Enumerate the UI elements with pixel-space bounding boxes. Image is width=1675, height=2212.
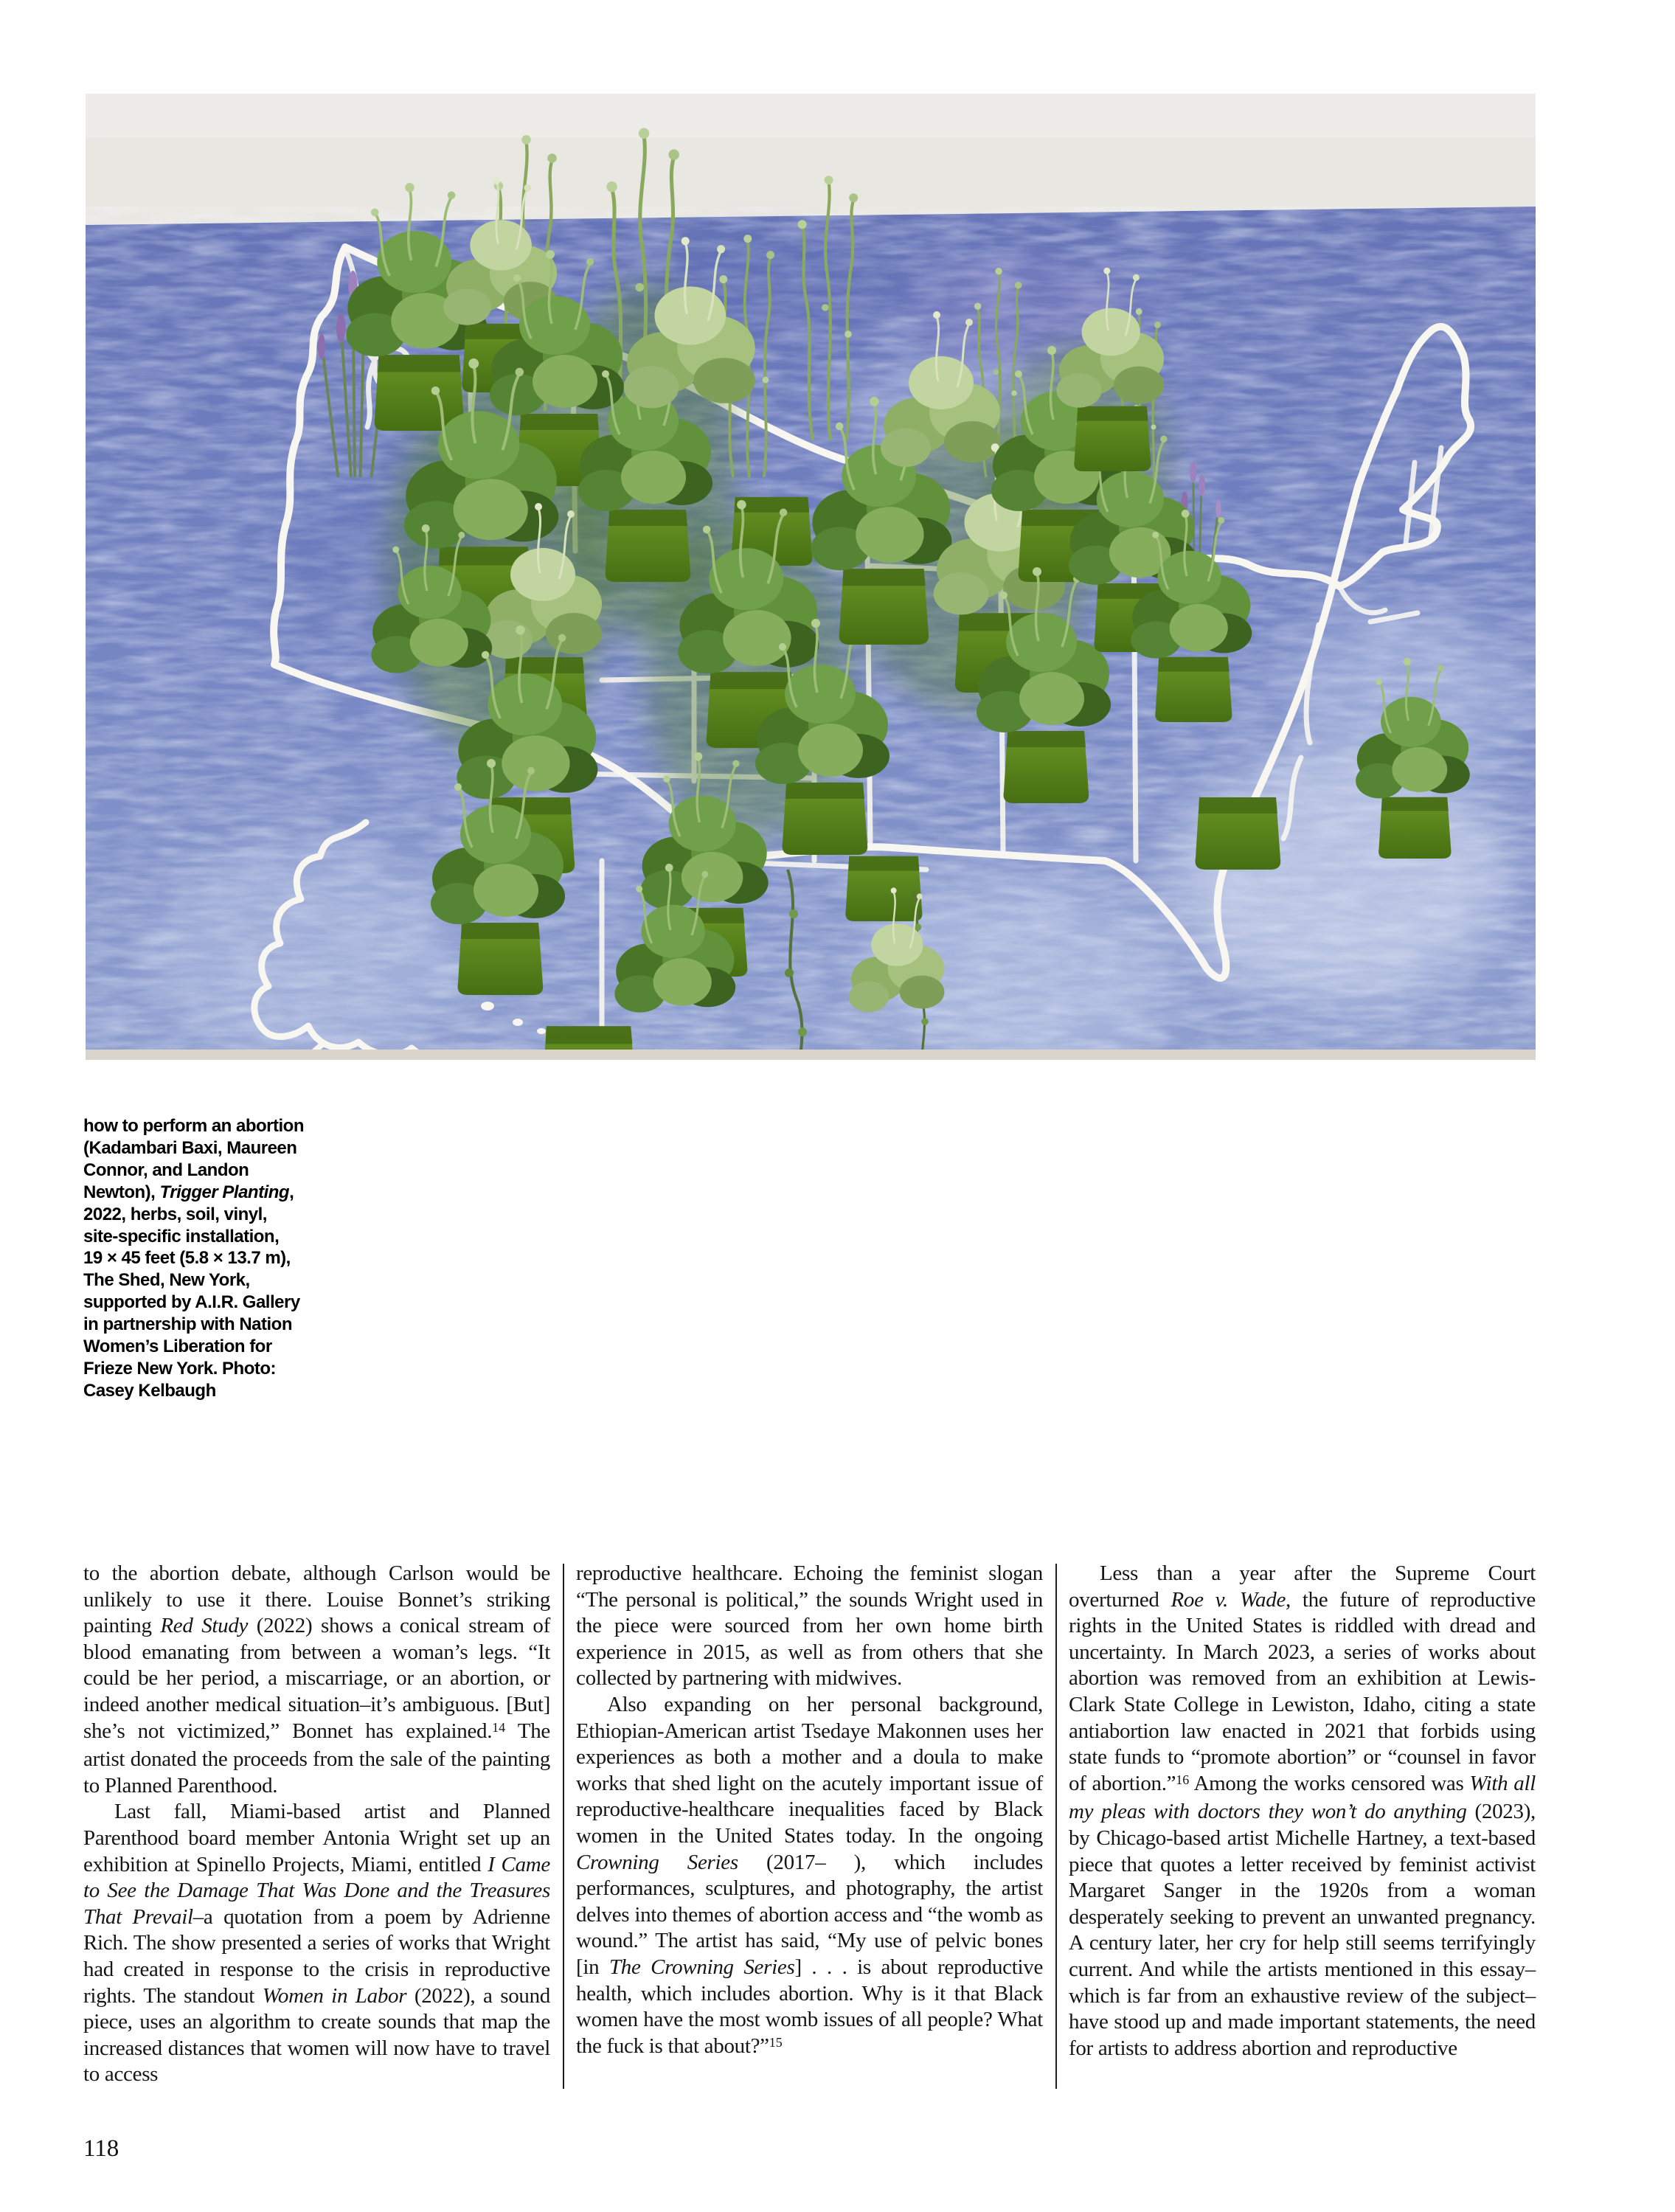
text-run: Last fall, Miami-based artist and Planned Parenthood board member Antonia Wright set up an exhibition at Spinello Projects, Miami, entitled bbox=[83, 1800, 550, 1876]
caption-line bbox=[83, 1204, 327, 1226]
caption-line bbox=[83, 1137, 327, 1159]
text-run: –a quotation from a poem by Adrienne Rich. The show presented a series of works that Wright had created in response to the crisis in reproductive rights. The standout bbox=[83, 1904, 550, 2008]
text-run: 19 × 45 feet (5.8 × 13.7 m), bbox=[83, 1248, 291, 1269]
body-paragraph bbox=[83, 1561, 550, 1799]
footnote-marker: 16 bbox=[1176, 1772, 1190, 1788]
text-run: (Kadambari Baxi, Maureen bbox=[83, 1137, 297, 1158]
text-run: in partnership with Nation bbox=[83, 1314, 293, 1335]
text-run: Connor, and Landon bbox=[83, 1159, 249, 1180]
caption-line bbox=[83, 1182, 327, 1204]
footnote-marker: 15 bbox=[769, 2035, 783, 2050]
body-paragraph bbox=[576, 1692, 1043, 2062]
caption-line bbox=[83, 1380, 327, 1402]
text-run: Frieze New York. Photo: bbox=[83, 1358, 276, 1379]
column-divider-2 bbox=[1055, 1564, 1057, 2089]
text-run: The artist donated the proceeds from the sale of the painting to Planned Parenthood. bbox=[83, 1719, 550, 1797]
caption-line bbox=[83, 1247, 327, 1269]
text-column-3 bbox=[1069, 1561, 1536, 2062]
text-run: Also expanding on her personal background, Ethiopian-American artist Tsedaye Makonnen uses her experiences as both a mother and a doula to make works that shed light on the acutely important issue of reproductive-healthcare inequalities faced by Black women in the United States today. In the ongoing bbox=[576, 1692, 1043, 1848]
text-run: Among the works censored was bbox=[1189, 1771, 1470, 1795]
page-number: 118 bbox=[83, 2135, 119, 2162]
caption-line bbox=[83, 1159, 327, 1182]
image-caption bbox=[83, 1115, 327, 1402]
floor-strip bbox=[86, 1050, 1536, 1060]
caption-line bbox=[83, 1336, 327, 1358]
text-run: site-specific installation, bbox=[83, 1226, 280, 1247]
artwork-photo bbox=[86, 94, 1536, 1060]
text-column-2 bbox=[576, 1561, 1043, 2062]
text-run: reproductive healthcare. Echoing the feminist slogan “The personal is political,” the sounds Wright used in the piece were sourced from her own home birth experience in 2015, as well as from others that she collected by partnering with midwives. bbox=[576, 1561, 1043, 1691]
footnote-marker: 14 bbox=[492, 1720, 506, 1736]
caption-line bbox=[83, 1269, 327, 1292]
italic-run: Red Study bbox=[160, 1614, 249, 1638]
italic-run: Women in Labor bbox=[262, 1983, 407, 2008]
text-run: Less than a year after the Supreme Court overturned bbox=[1069, 1561, 1536, 1612]
text-run: , bbox=[289, 1182, 294, 1202]
text-run: ] . . . is about reproductive health, which includes abortion. Why is it that Black women have the most womb issues of all people? What the fuck is that about?” bbox=[576, 1955, 1044, 2058]
italic-run: Trigger Planting bbox=[159, 1182, 290, 1202]
italic-run: The Crowning Series bbox=[608, 1955, 795, 1979]
text-run: Women’s Liberation for bbox=[83, 1336, 272, 1357]
text-run: (2023), by Chicago-based artist Michelle Hartney, a text-based piece that quotes a letter received by feminist activist Margaret Sanger in the 1920s from a woman desperately seeking to prevent an unwanted pregnancy. A century later, her cry for help still seems terrifyingly current. And while the artists mentioned in this essay–which is far from an exhaustive review of the subject–have stood up and made important statements, the need for artists to address abortion and reproductive bbox=[1069, 1800, 1536, 2060]
text-run: supported by A.I.R. Gallery bbox=[83, 1292, 300, 1313]
text-run: to the abortion debate, although Carlson would be unlikely to use it there. Louise Bonnet’s striking painting bbox=[83, 1561, 550, 1638]
artwork-photo-svg bbox=[86, 94, 1536, 1060]
text-run: (2017– ), which includes performances, sculptures, and photography, the artist delves into themes of abortion access and “the womb as wound.” The artist has said, “My use of pelvic bones [in bbox=[576, 1850, 1043, 1979]
italic-run: Roe v. Wade bbox=[1171, 1587, 1286, 1612]
italic-run: I Came to See the Damage That Was Done and the Treasures That Prevail bbox=[83, 1852, 550, 1929]
caption-line bbox=[83, 1358, 327, 1380]
body-paragraph bbox=[83, 1799, 550, 2088]
column-divider-1 bbox=[563, 1564, 564, 2089]
text-column-1 bbox=[83, 1561, 550, 2088]
text-run: 2022, herbs, soil, vinyl, bbox=[83, 1204, 267, 1224]
italic-run: With all my pleas with doctors they won’t do anything bbox=[1069, 1771, 1536, 1824]
text-run: The Shed, New York, bbox=[83, 1270, 250, 1291]
caption-line bbox=[83, 1115, 327, 1137]
text-run: Casey Kelbaugh bbox=[83, 1380, 216, 1401]
body-paragraph bbox=[576, 1561, 1043, 1692]
body-paragraph bbox=[1069, 1561, 1536, 2062]
italic-run: Crowning Series bbox=[576, 1850, 738, 1874]
caption-line bbox=[83, 1226, 327, 1248]
text-run: Newton), bbox=[83, 1182, 160, 1202]
caption-line bbox=[83, 1314, 327, 1336]
text-run: how to perform an abortion bbox=[83, 1116, 304, 1136]
text-run: (2022), a sound piece, uses an algorithm to create sounds that map the increased distances that women will now have to travel to access bbox=[83, 1983, 551, 2087]
text-run: (2022) shows a conical stream of blood emanating from between a woman’s legs. “It could be her period, a miscarriage, or an abortion, or indeed another medical situation–it’s ambiguous. [But] she’s not victimized,” Bonnet has explained. bbox=[83, 1614, 550, 1743]
caption-line bbox=[83, 1292, 327, 1314]
text-run: , the future of reproductive rights in the United States is riddled with dread and uncertainty. In March 2023, a series of works about abortion was removed from an exhibition at Lewis-Clark State College in Lewiston, Idaho, citing a state antiabortion law enacted in 2021 that forbids using state funds to “promote abortion” or “counsel in favor of abortion.” bbox=[1069, 1587, 1536, 1795]
